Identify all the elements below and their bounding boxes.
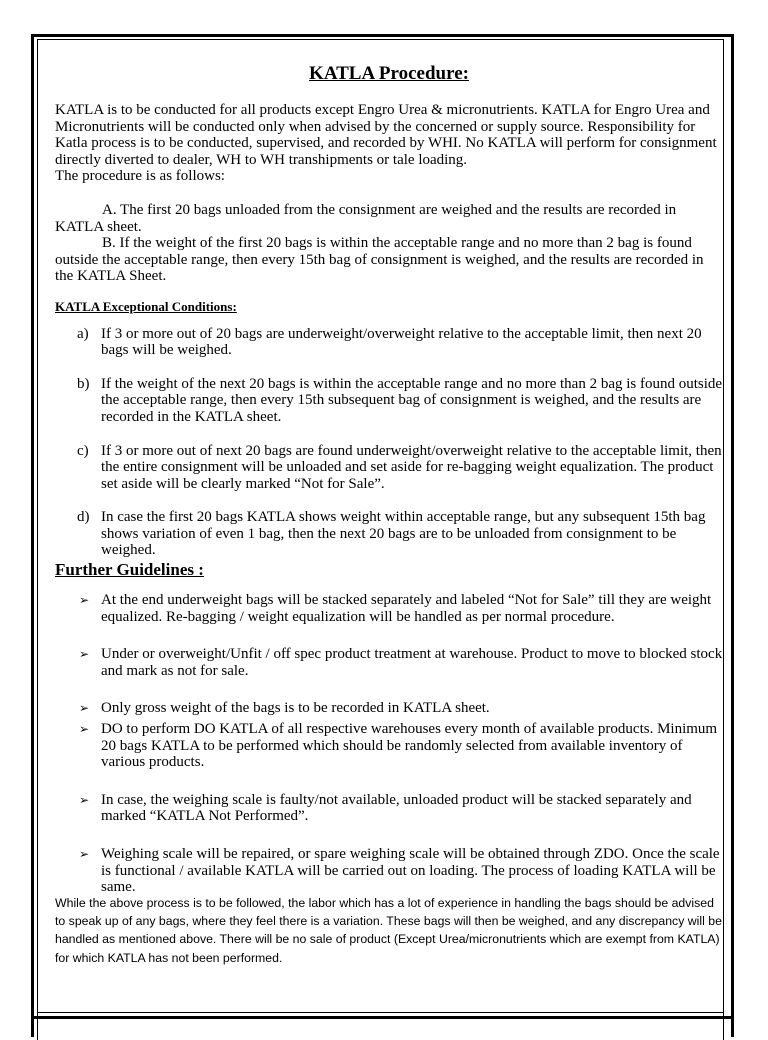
condition-marker: c)	[77, 442, 89, 459]
exceptional-conditions-heading: KATLA Exceptional Conditions:	[55, 298, 237, 314]
guideline-text: Under or overweight/Unfit / off spec product treatment at warehouse. Product to move to blocked stock and mark as not for sale.	[101, 646, 723, 679]
guideline-text: In case, the weighing scale is faulty/not available, unloaded product will be stacked separately and marked “KATLA Not Performed”.	[101, 791, 692, 825]
condition-text: If the weight of the next 20 bags is within the acceptable range and no more than 2 bag is found outside the acceptable range, then every 15th subsequent bag of consignment is weighed, and the results are recorded in the KATLA sheet.	[101, 375, 723, 425]
guideline-item	[55, 846, 723, 896]
arrow-bullet-icon: ➢	[79, 593, 90, 608]
footer-note: While the above process is to be followed, the labor which has a lot of experience in handling the bags should be advised to speak up of any bags, where they feel there is a variation. These bags will then be weighed, and any discrepancy will be handled as mentioned above. There will be no sale of product (Except Urea/micronutrients which are exempt from KATLA) for which KATLA has not been performed.	[55, 895, 722, 965]
condition-text: If 3 or more out of next 20 bags are found underweight/overweight relative to the acceptable limit, then the entire consignment will be unloaded and set aside for re-bagging weight equalization. The product set aside will be clearly marked “Not for Sale”.	[101, 442, 722, 492]
guideline-item	[55, 700, 723, 717]
arrow-bullet-icon: ➢	[79, 701, 90, 716]
guideline-text: Only gross weight of the bags is to be recorded in KATLA sheet.	[101, 700, 490, 717]
arrow-bullet-icon: ➢	[79, 792, 90, 807]
condition-item	[55, 443, 723, 493]
document-body	[55, 62, 723, 967]
page-border-bottom	[31, 1016, 734, 1019]
guideline-text: DO to perform DO KATLA of all respective warehouses every month of available products. Minimum 20 bags KATLA to be performed which should be randomly selected from available inventory of various products.	[101, 721, 718, 771]
condition-marker: b)	[77, 375, 90, 392]
procedure-step-b: B. If the weight of the first 20 bags is within the acceptable range and no more than 2 bag is found outside the acceptable range, then every 15th bag of consignment is weighed, and the results are recorded in the KATLA Sheet.	[55, 235, 704, 285]
arrow-bullet-icon: ➢	[79, 647, 90, 662]
guideline-item	[55, 792, 723, 825]
condition-marker: d)	[77, 509, 90, 526]
procedure-lead: The procedure is as follows:	[55, 168, 225, 185]
procedure-step-a: A. The first 20 bags unloaded from the consignment are weighed and the results are recorded in KATLA sheet.	[55, 201, 677, 235]
condition-item	[55, 509, 723, 559]
guideline-text: At the end underweight bags will be stacked separately and labeled “Not for Sale” till they are weight equalized. Re-bagging / weight equalization will be handled as per normal procedure.	[101, 592, 712, 625]
guideline-item	[55, 721, 723, 771]
arrow-bullet-icon: ➢	[79, 722, 90, 737]
arrow-bullet-icon: ➢	[79, 847, 90, 861]
condition-item	[55, 326, 723, 359]
guideline-text: Weighing scale will be repaired, or spare weighing scale will be obtained through ZDO. Once the scale is functional / available KATLA will be carried out on loading. The process of loading KATLA will be same.	[101, 846, 720, 896]
further-guidelines-heading: Further Guidelines :	[55, 560, 204, 580]
condition-marker: a)	[77, 325, 89, 342]
intro-paragraph: KATLA is to be conducted for all products except Engro Urea & micronutrients. KATLA for Engro Urea and Micronutrients will be conducted only when advised by the concerned or supply source. Responsibility for Katla process is to be conducted, supervised, and recorded by WHI. No KATLA will perform for consignment directly diverted to dealer, WH to WH transhipments or tale loading.	[55, 102, 717, 168]
page-border-bottom-inner	[37, 1012, 724, 1013]
condition-text: If 3 or more out of 20 bags are underweight/overweight relative to the acceptable limit, then next 20 bags will be weighed.	[101, 325, 702, 359]
document-title: KATLA Procedure:	[309, 63, 469, 84]
exceptional-conditions-list	[55, 326, 723, 560]
condition-text: In case the first 20 bags KATLA shows weight within acceptable range, but any subsequent 15th bag shows variation of even 1 bag, then the next 20 bags are to be unloaded from consignment to be weighed.	[101, 509, 706, 559]
guideline-item	[55, 646, 723, 679]
guidelines-list	[55, 592, 723, 896]
condition-item	[55, 376, 723, 426]
guideline-item	[55, 592, 723, 625]
